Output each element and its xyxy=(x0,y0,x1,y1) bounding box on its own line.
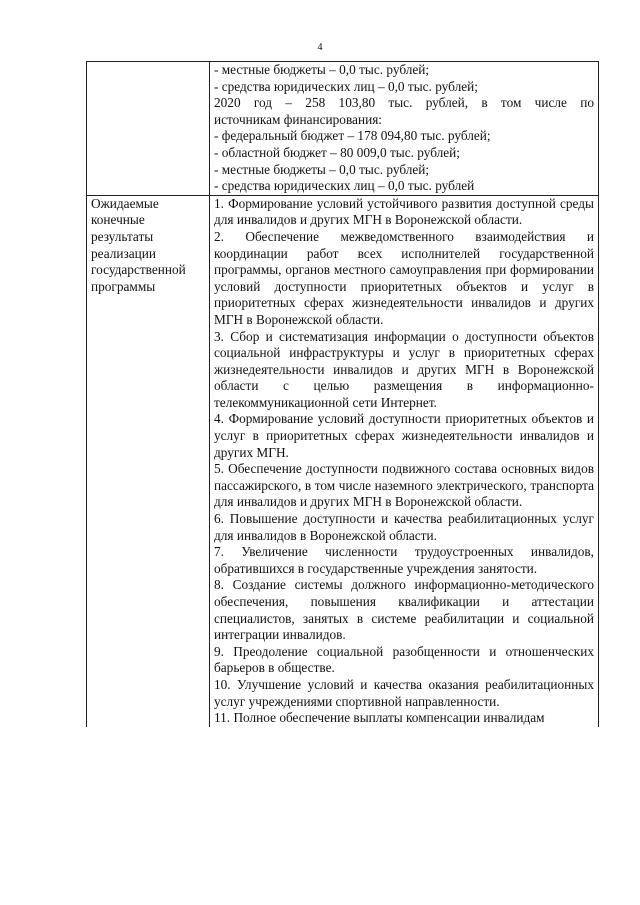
funding-line: - средства юридических лиц – 0,0 тыс. рублей; xyxy=(214,78,478,94)
funding-line: - местные бюджеты – 0,0 тыс. рублей; xyxy=(214,62,430,77)
funding-line: - областной бюджет – 80 009,0 тыс. рублей; xyxy=(214,144,460,160)
program-passport-table xyxy=(86,61,599,727)
result-item: 3. Сбор и систематизация информации о доступности объектов социальной инфраструктуры и услуг в приоритетных сферах жизнедеятельности инвалидов и других МГН в Воронежской области с целью размещения в информационно-телекоммуникационной сети Интернет. xyxy=(214,328,594,410)
result-item: 1. Формирование условий устойчивого развития доступной среды для инвалидов и других МГН в Воронежской области. xyxy=(214,195,594,228)
result-item: 5. Обеспечение доступности подвижного состава основных видов пассажирского, в том числе наземного электрического, транспорта для инвалидов и других МГН в Воронежской области. xyxy=(214,461,594,510)
results-row xyxy=(87,195,599,727)
result-item: 11. Полное обеспечение выплаты компенсации инвалидам xyxy=(214,710,545,726)
result-item: 4. Формирование условий доступности приоритетных объектов и услуг в приоритетных сферах жизнедеятельности инвалидов и других МГН. xyxy=(214,411,594,460)
funding-cell xyxy=(210,62,599,196)
funding-line: 2020 год – 258 103,80 тыс. рублей, в том числе по xyxy=(214,95,594,111)
funding-label-cell xyxy=(87,62,210,196)
results-label: Ожидаемые конечные результаты реализации государственной программы xyxy=(87,195,210,727)
result-item: 10. Улучшение условий и качества оказания реабилитационных услуг учреждениями спортивной направленности. xyxy=(214,676,594,709)
result-item: 6. Повышение доступности и качества реабилитационных услуг для инвалидов в Воронежской области. xyxy=(214,511,594,543)
result-item: 2. Обеспечение межведомственного взаимодействия и координации работ всех исполнителей государственной программы, органов местного самоуправления при формировании условий доступности приоритетных объектов и услуг в приоритетных сферах жизнедеятельности инвалидов и других МГН в Воронежской области. xyxy=(214,228,594,327)
funding-line: - федеральный бюджет – 178 094,80 тыс. рублей; xyxy=(214,128,491,144)
page-number: 4 xyxy=(317,42,323,53)
funding-line: источникам финансирования: xyxy=(214,111,383,127)
result-item: 7. Увеличение численности трудоустроенных инвалидов, обратившихся в государственные учреждения занятости. xyxy=(214,544,594,576)
funding-line: - местные бюджеты – 0,0 тыс. рублей; xyxy=(214,161,430,177)
funding-row xyxy=(87,62,599,196)
funding-line: - средства юридических лиц – 0,0 тыс. рублей xyxy=(214,178,475,194)
result-item: 9. Преодоление социальной разобщенности и отношенческих барьеров в обществе. xyxy=(214,643,594,676)
results-cell xyxy=(210,195,599,727)
result-item: 8. Создание системы должного информационно-методического обеспечения, повышения квалификации и аттестации специалистов, занятых в системе реабилитации и социальной интеграции инвалидов. xyxy=(214,577,594,643)
